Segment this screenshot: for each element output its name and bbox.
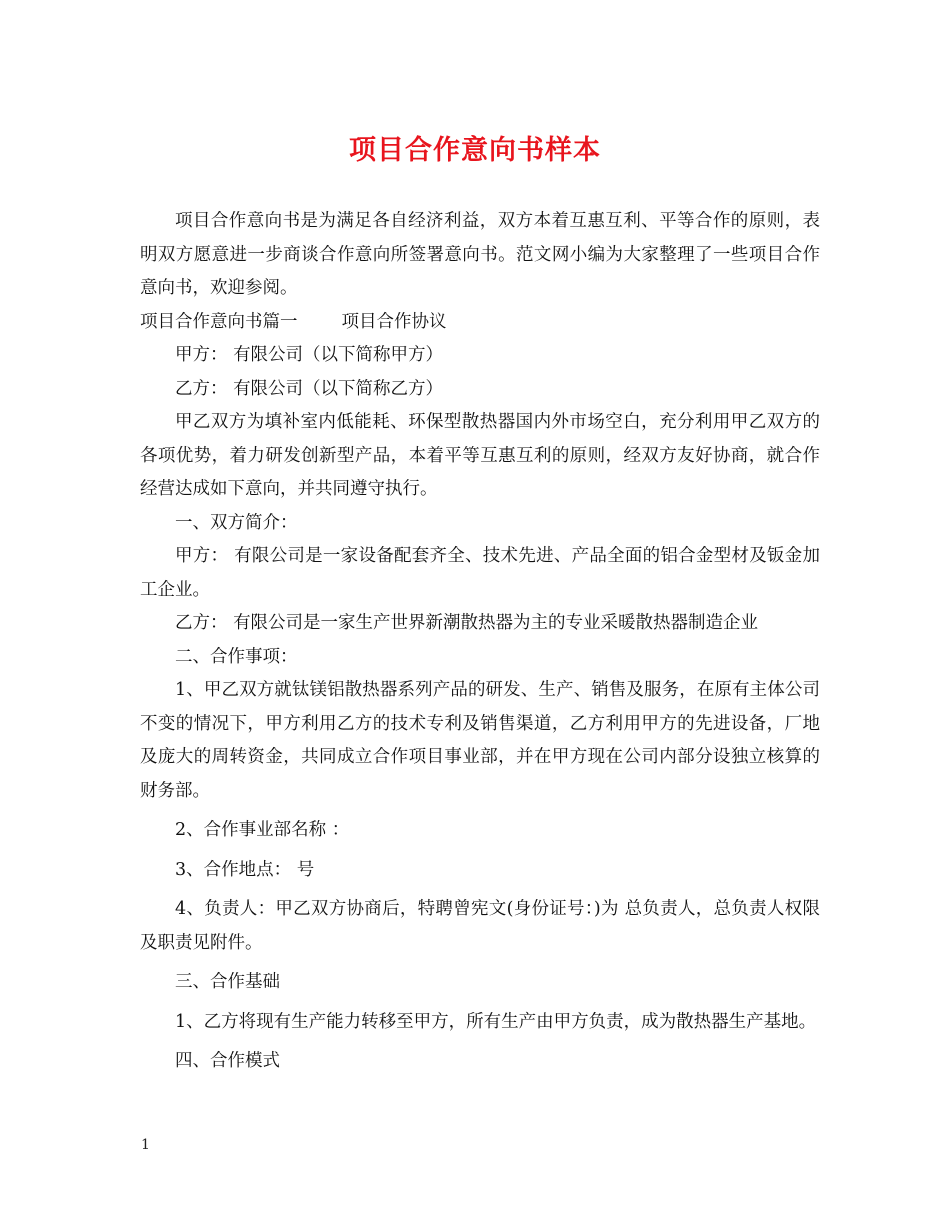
document-title: 项目合作意向书样本 bbox=[349, 135, 601, 166]
page-number: 1 bbox=[141, 1137, 150, 1153]
party-a-line: 甲方： 有限公司（以下简称甲方） bbox=[175, 345, 444, 365]
party-b-line: 乙方： 有限公司（以下简称乙方） bbox=[175, 378, 444, 399]
purpose-paragraph: 甲乙双方为填补室内低能耗、环保型散热器国内外市场空白，充分利用甲乙双方的各项优势，着力研发创新型产品，本着平等互惠互利的原则，经双方友好协商，就合作经营达成如下意向，并共同遵守执行。 bbox=[140, 412, 820, 499]
section-subtitle: 项目合作协议 bbox=[341, 311, 447, 332]
section-label: 项目合作意向书篇一 bbox=[140, 311, 298, 332]
heading-4: 四、合作模式 bbox=[175, 1051, 280, 1071]
document-body bbox=[140, 205, 820, 1079]
item-2: 2、合作事业部名称 ： bbox=[175, 820, 350, 840]
heading-2: 二、合作事项： bbox=[175, 646, 298, 667]
heading-3: 三、合作基础 bbox=[175, 972, 280, 992]
intro-paragraph: 项目合作意向书是为满足各自经济利益，双方本着互惠互利、平等合作的原则，表明双方愿意进一步商谈合作意向所签署意向书。范文网小编为大家整理了一些项目合作意向书，欢迎参阅。 bbox=[140, 211, 820, 298]
item-3: 3、合作地点： 号 bbox=[175, 859, 315, 880]
item-1: 1、甲乙双方就钛镁铝散热器系列产品的研发、生产、销售及服务，在原有主体公司不变的情况下，甲方利用乙方的技术专利及销售渠道，乙方利用甲方的先进设备，厂地及庞大的周转资金，共同成立合作项目事业部，并在甲方现在公司内部分设独立核算的财务部。 bbox=[140, 680, 820, 801]
party-a-intro: 甲方： 有限公司是一家设备配套齐全、技术先进、产品全面的铝合金型材及钣金加工企业。 bbox=[140, 546, 820, 600]
section-heading bbox=[140, 306, 820, 340]
heading-1: 一、双方简介： bbox=[175, 512, 298, 533]
item-4: 4、负责人：甲乙双方协商后，特聘曾宪文(身份证号：)为 总负责人，总负责人权限及职责见附件。 bbox=[140, 899, 820, 953]
base-1: 1、乙方将现有生产能力转移至甲方，所有生产由甲方负责，成为散热器生产基地。 bbox=[175, 1011, 817, 1032]
party-b-intro: 乙方： 有限公司是一家生产世界新潮散热器为主的专业采暖散热器制造企业 bbox=[175, 613, 759, 633]
